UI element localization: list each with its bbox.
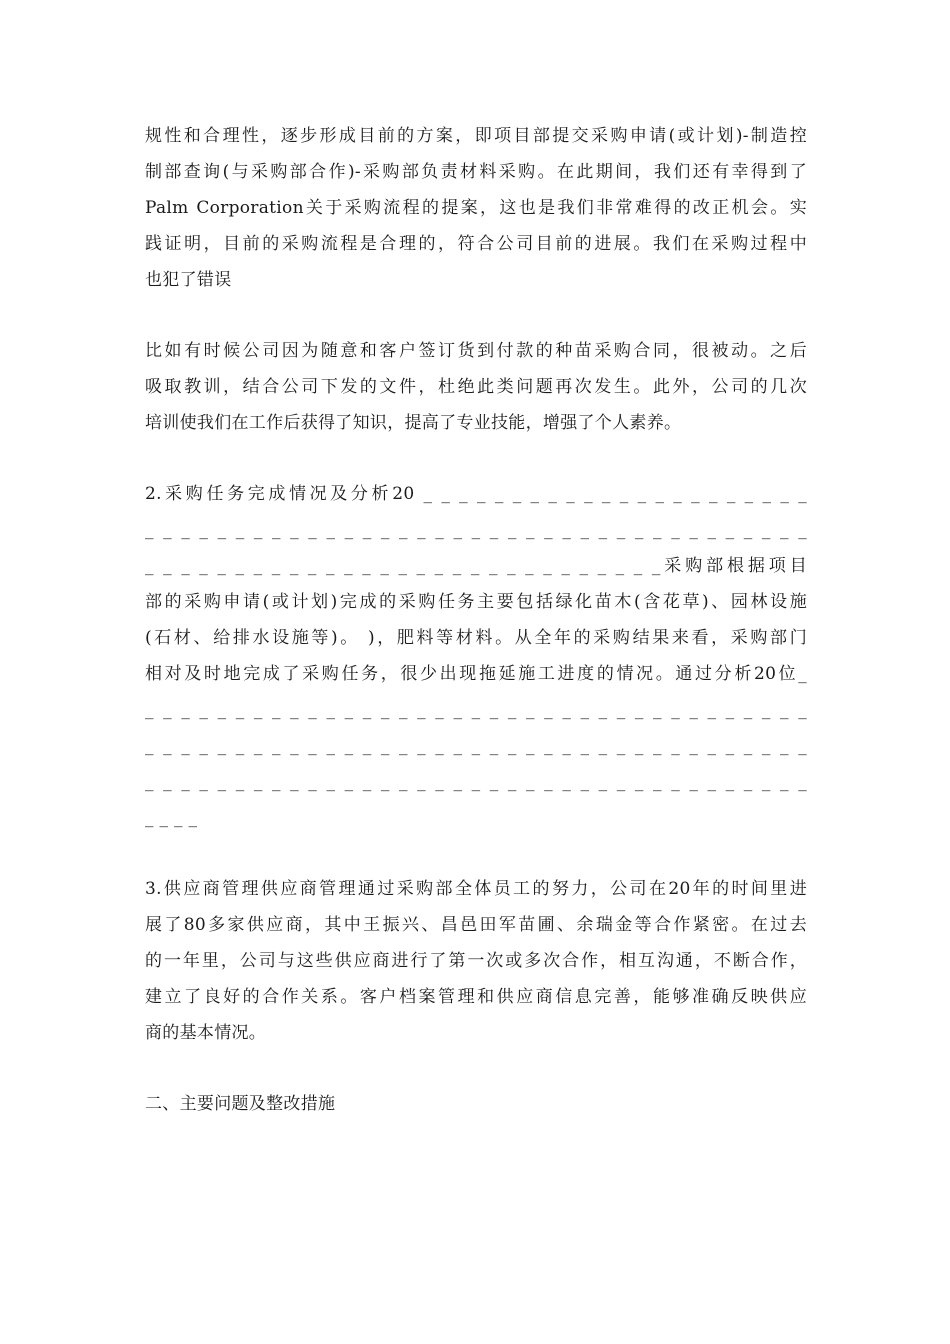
paragraph-task-completion xyxy=(145,476,807,836)
document-body xyxy=(145,118,807,1122)
text-line: _ _ _ _ _ _ _ _ _ _ _ _ _ _ _ _ _ _ _ _ _ _ _ _ _ _ _ _ _ _ _ _ _ _ _ _ _ xyxy=(145,520,807,540)
text-line: 吸取教训，结合公司下发的文件，杜绝此类问题再次发生。此外，公司的几次 xyxy=(145,377,807,397)
text-line: 部的采购申请(或计划)完成的采购任务主要包括绿化苗木(含花草)、园林设施 xyxy=(145,592,807,612)
text-line: _ _ _ _ xyxy=(145,808,198,828)
text-line: 践证明，目前的采购流程是合理的，符合公司目前的进展。我们在采购过程中 xyxy=(145,234,807,254)
text-line: 展了80多家供应商，其中王振兴、昌邑田军苗圃、余瑞金等合作紧密。在过去 xyxy=(145,915,807,935)
text-line: 2.采购任务完成情况及分析20 _ _ _ _ _ _ _ _ _ _ _ _ _ _ _ _ _ _ _ _ _ _ xyxy=(145,484,807,504)
paragraph-gap xyxy=(145,836,807,871)
text-line: (石材、给排水设施等)。 )，肥料等材料。从全年的采购结果来看，采购部门 xyxy=(145,628,807,648)
paragraph-procurement-process xyxy=(145,118,807,298)
text-line: 制部查询(与采购部合作)-采购部负责材料采购。在此期间，我们还有幸得到了 xyxy=(145,162,807,182)
paragraph-lessons-learned xyxy=(145,333,807,441)
paragraph-gap xyxy=(145,298,807,333)
text-line: 3.供应商管理供应商管理通过采购部全体员工的努力，公司在20年的时间里进 xyxy=(145,879,807,899)
text-line: 规性和合理性，逐步形成目前的方案，即项目部提交采购申请(或计划)-制造控 xyxy=(145,126,807,146)
text-line: 比如有时候公司因为随意和客户签订货到付款的种苗采购合同，很被动。之后 xyxy=(145,341,807,361)
text-line: 的一年里，公司与这些供应商进行了第一次或多次合作，相互沟通，不断合作， xyxy=(145,951,807,971)
text-line: 相对及时地完成了采购任务，很少出现拖延施工进度的情况。通过分析20位_ xyxy=(145,664,807,684)
text-line: Palm Corporation关于采购流程的提案，这也是我们非常难得的改正机会。实 xyxy=(145,198,807,218)
text-line: _ _ _ _ _ _ _ _ _ _ _ _ _ _ _ _ _ _ _ _ _ _ _ _ _ _ _ _ _ _ _ _ _ _ _ _ _ xyxy=(145,736,807,756)
paragraph-supplier-management xyxy=(145,871,807,1051)
text-line: _ _ _ _ _ _ _ _ _ _ _ _ _ _ _ _ _ _ _ _ _ _ _ _ _ _ _ _ _ _ _ _ _ _ _ _ _ xyxy=(145,772,807,792)
text-line: 商的基本情况。 xyxy=(145,1023,267,1043)
text-line: 也犯了错误 xyxy=(145,270,232,290)
section-heading: 二、主要问题及整改措施 xyxy=(145,1094,336,1114)
paragraph-gap xyxy=(145,441,807,476)
text-line: _ _ _ _ _ _ _ _ _ _ _ _ _ _ _ _ _ _ _ _ _ _ _ _ _ _ _ _ _采购部根据项目 xyxy=(145,556,807,576)
text-line: _ _ _ _ _ _ _ _ _ _ _ _ _ _ _ _ _ _ _ _ _ _ _ _ _ _ _ _ _ _ _ _ _ _ _ _ _ xyxy=(145,700,807,720)
text-line: 培训使我们在工作后获得了知识，提高了专业技能，增强了个人素养。 xyxy=(145,413,682,433)
text-line: 建立了良好的合作关系。客户档案管理和供应商信息完善，能够准确反映供应 xyxy=(145,987,807,1007)
paragraph-gap xyxy=(145,1051,807,1086)
